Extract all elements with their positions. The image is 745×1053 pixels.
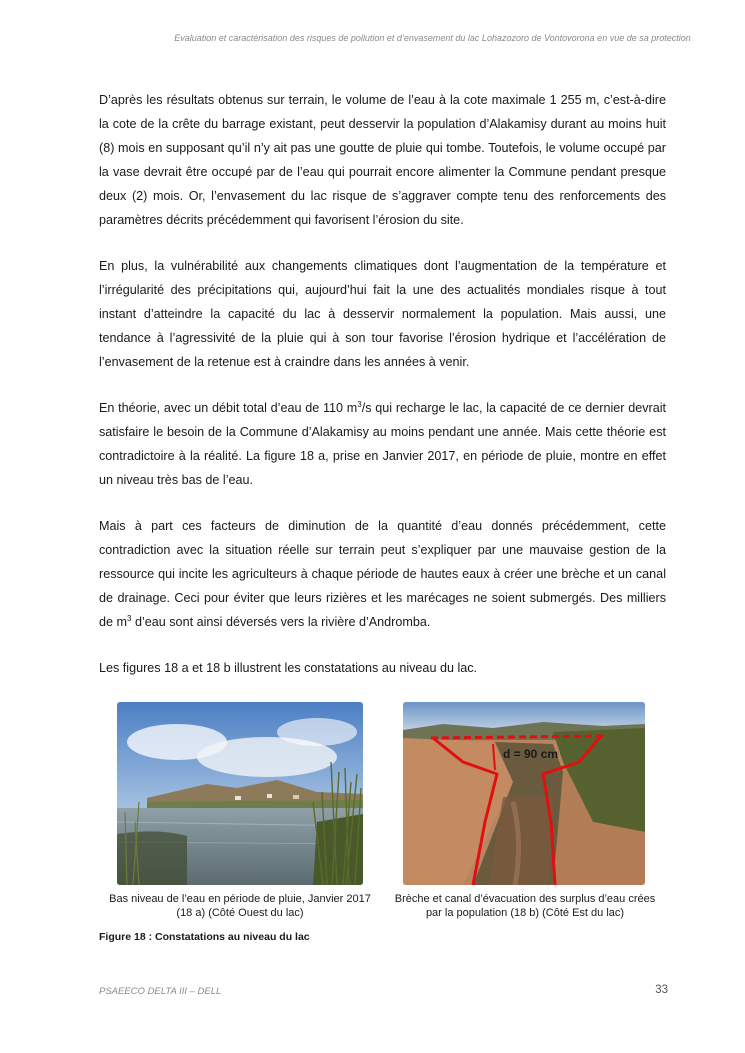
lake-photo-west-image — [117, 702, 363, 885]
running-header — [0, 33, 745, 43]
caption-18b-line2: par la population (18 b) (Côté Est du lac) — [425, 907, 625, 919]
paragraph-management — [99, 514, 666, 634]
paragraph-management-before: Mais à part ces facteurs de diminution de la quantité d’eau donnés précédemment, cette contradiction avec la situation réelle sur terrain peut s’expliquer par une mauvaise gestion de la ressource qui incite les agriculteurs à chaque période de hautes eaux à créer une brèche et un canal de drainage. Ceci pour éviter que leurs rizières et les marécages ne soient submergés. Des milliers de m — [99, 519, 666, 629]
lake-photo-west — [117, 702, 363, 885]
paragraph-volume: D’après les résultats obtenus sur terrain, le volume de l’eau à la cote maximale 1 255 m, c’est-à-dire la cote de la crête du barrage existant, peut desservir la population d’Alakamisy durant au moins huit (8) mois en supposant qu’il n’y ait pas une goutte de pluie qui tombe. Toutefois, le volume occupé par la vase devrait être occupé par de l’eau qui pourrait encore alimenter la Commune pendant presque deux (2) mois. Or, l’envasement du lac risque de s’aggraver compte tenu des renforcements des paramètres décrits précédemment qui favorisent l’érosion du site. — [99, 93, 666, 227]
paragraph-theory-sup: 3 — [357, 399, 362, 409]
paragraph-theory-after: /s qui recharge le lac, la capacité de ce dernier devrait satisfaire le besoin de la Commune d’Alakamisy au moins pendant une année. Mais cette théorie est contradictoire à la réalité. La figure 18 a, prise en Janvier 2017, en période de pluie, montre en effet un niveau très bas de l’eau. — [99, 401, 666, 487]
paragraph-management-after: d’eau sont ainsi déversés vers la rivière d’Andromba. — [131, 615, 431, 629]
figure-title: Figure 18 : Constatations au niveau du lac — [99, 931, 310, 943]
caption-18b-line1: Brèche et canal d’évacuation des surplus d’eau crées — [394, 893, 656, 905]
figure-18 — [99, 702, 666, 902]
running-header-text: Evaluation et caractérisation des risques de pollution et d’envasement du lac Lohazozoro de Vontovorona en vue de sa protection — [174, 33, 691, 43]
footer-project: PSAEECO DELTA III – DELL — [99, 986, 222, 997]
drainage-canal-photo-east — [403, 702, 645, 885]
paragraph-figure-intro: Les figures 18 a et 18 b illustrent les constatations au niveau du lac. — [99, 661, 478, 675]
paragraph-theory — [99, 396, 666, 492]
caption-18a-line2: (18 a) (Côté Ouest du lac) — [176, 907, 304, 919]
paragraph-management-sup: 3 — [127, 613, 132, 623]
depth-annotation-label: d = 90 cm — [503, 747, 559, 761]
paragraph-theory-before: En théorie, avec un débit total d’eau de 110 m — [99, 401, 358, 415]
drainage-canal-photo-east-image — [403, 702, 645, 885]
document-body — [99, 88, 666, 680]
paragraph-climate: En plus, la vulnérabilité aux changements climatiques dont l’augmentation de la température et l’irrégularité des précipitations qui, aujourd’hui fait la une des actualités mondiales risque à tout instant d’atteindre la capacité du lac à desservir normalement la population. Mais aussi, une tendance à l’agressivité de la pluie qui à son tour favorise l’érosion hydrique et l’accélération de l’envasement de la retenue est à craindre dans les années à venir. — [99, 259, 666, 369]
caption-18b — [387, 892, 663, 920]
caption-18a — [99, 892, 381, 920]
caption-18a-line1: Bas niveau de l’eau en période de pluie, Janvier 2017 — [109, 893, 371, 905]
page-number: 33 — [655, 984, 668, 996]
